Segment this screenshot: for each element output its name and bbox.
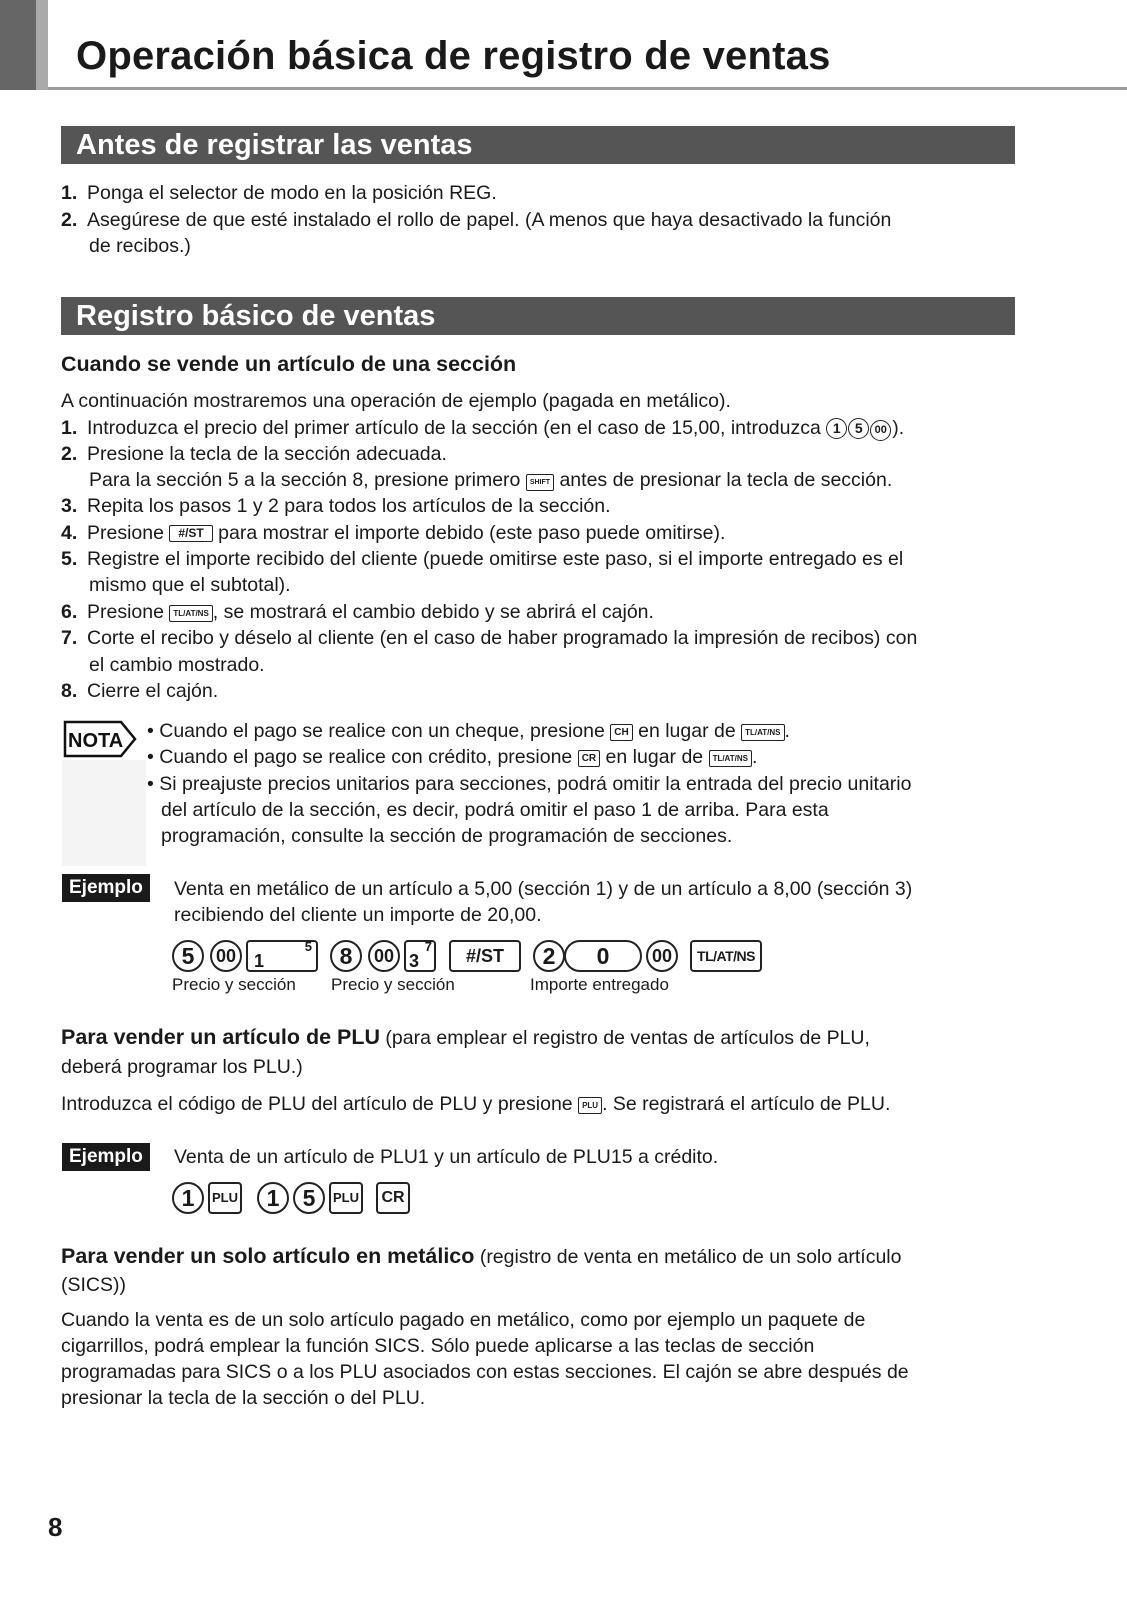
example1-text-cont: recibiendo del cliente un importe de 20,00. [174, 904, 542, 926]
example-badge: Ejemplo [62, 1143, 150, 1171]
key-5-icon: 5 [848, 418, 869, 439]
nota-bullet-3-cont2: programación, consulte la sección de programación de secciones. [161, 825, 733, 847]
nota-icon [63, 720, 137, 758]
header-rule [48, 87, 1127, 90]
total-key-icon: TL/AT/NS [690, 940, 762, 972]
key-00-icon: 00 [646, 940, 678, 972]
step-7-cont: el cambio mostrado. [89, 654, 265, 676]
example-badge: Ejemplo [62, 874, 150, 902]
dept-1-5-key-icon: 1 5 [246, 940, 318, 972]
step-8: 8. Cierre el cajón. [61, 680, 219, 702]
caption-price-section-2: Precio y sección [331, 975, 455, 994]
example1-key-sequence [172, 938, 772, 978]
sics-paragraph-line-2: cigarrillos, podrá emplear la función SICS. Sólo puede aplicarse a las teclas de sección [61, 1335, 815, 1357]
dept-3-7-key-icon: 3 7 [404, 940, 436, 972]
key-00-icon: 00 [870, 420, 891, 441]
step-3: 3. Repita los pasos 1 y 2 para todos los artículos de la sección. [61, 495, 611, 517]
nota-bullet-3: • Si preajuste precios unitarios para secciones, podrá omitir la entrada del precio unitario [147, 773, 912, 795]
step-5: 5. Registre el importe recibido del cliente (puede omitirse este paso, si el importe entregado es el [61, 548, 904, 570]
section-heading-before: Antes de registrar las ventas [61, 126, 1015, 164]
header-block-light [36, 0, 48, 90]
plu-heading-cont: deberá programar los PLU.) [61, 1056, 303, 1078]
key-1-icon: 1 [826, 418, 847, 439]
key-5-icon: 5 [172, 940, 204, 972]
caption-price-section-1: Precio y sección [172, 975, 296, 994]
sics-heading: Para vender un solo artículo en metálico (registro de venta en metálico de un solo artículo [61, 1244, 902, 1268]
nota-bullet-1: • Cuando el pago se realice con un cheque, presione CH en lugar de TL/AT/NS . [147, 720, 790, 742]
check-key-icon: CH [610, 724, 632, 741]
sics-paragraph-line-4: presionar la tecla de la sección o del PLU. [61, 1387, 426, 1409]
key-2-icon: 2 [533, 940, 565, 972]
key-0-icon: 0 [564, 940, 642, 972]
nota-background [62, 760, 146, 866]
plu-key-icon: PLU [578, 1097, 602, 1114]
step-7: 7. Corte el recibo y déselo al cliente (en el caso de haber programado la impresión de recibos) con [61, 627, 918, 649]
intro-text: A continuación mostraremos una operación de ejemplo (pagada en metálico). [61, 390, 731, 412]
shift-key-icon: SHIFT [526, 474, 554, 491]
subtotal-key-icon: #/ST [169, 525, 212, 542]
plu-heading: Para vender un artículo de PLU (para emplear el registro de ventas de artículos de PLU, [61, 1025, 870, 1049]
key-1-icon: 1 [257, 1182, 289, 1214]
subheading-single-section: Cuando se vende un artículo de una sección [61, 352, 517, 376]
caption-amount-tendered: Importe entregado [530, 975, 669, 994]
subtotal-key-icon: #/ST [449, 940, 521, 972]
key-1-icon: 1 [172, 1182, 204, 1214]
step-1: 1. Introduzca el precio del primer artículo de la sección (en el caso de 15,00, introduzca 1 5 00 ). [61, 417, 905, 439]
plu-key-icon: PLU [329, 1182, 363, 1214]
key-8-icon: 8 [330, 940, 362, 972]
example2-key-sequence [172, 1180, 432, 1220]
step-5-cont: mismo que el subtotal). [89, 574, 291, 596]
plu-instructions: Introduzca el código de PLU del artículo de PLU y presione PLU . Se registrará el artículo de PLU. [61, 1093, 891, 1115]
nota-bullet-3-cont: del artículo de la sección, es decir, podrá omitir el paso 1 de arriba. Para esta [161, 799, 829, 821]
page-title: Operación básica de registro de ventas [76, 34, 831, 78]
credit-key-icon: CR [578, 750, 600, 767]
step-before-2-cont: de recibos.) [89, 235, 191, 257]
sics-paragraph-line-1: Cuando la venta es de un solo artículo pagado en metálico, como por ejemplo un paquete de [61, 1309, 866, 1331]
step-2: 2. Presione la tecla de la sección adecuada. [61, 443, 447, 465]
step-2-cont: Para la sección 5 a la sección 8, presione primero SHIFT antes de presionar la tecla de sección. [89, 469, 893, 491]
step-before-1: 1. Ponga el selector de modo en la posición REG. [61, 182, 497, 204]
key-00-icon: 00 [368, 940, 400, 972]
credit-key-icon: CR [376, 1182, 410, 1214]
section-heading-basic: Registro básico de ventas [61, 297, 1015, 335]
example1-text: Venta en metálico de un artículo a 5,00 (sección 1) y de un artículo a 8,00 (sección 3) [174, 878, 913, 900]
example2-text: Venta de un artículo de PLU1 y un artículo de PLU15 a crédito. [174, 1146, 719, 1168]
nota-bullet-2: • Cuando el pago se realice con crédito, presione CR en lugar de TL/AT/NS . [147, 746, 758, 768]
header-block-dark [0, 0, 36, 90]
plu-key-icon: PLU [208, 1182, 242, 1214]
nota-label: NOTA [68, 730, 124, 752]
key-5-icon: 5 [293, 1182, 325, 1214]
step-4: 4. Presione #/ST para mostrar el importe debido (este paso puede omitirse). [61, 522, 726, 544]
total-key-icon: TL/AT/NS [741, 724, 784, 741]
total-key-icon: TL/AT/NS [169, 605, 212, 622]
step-before-2: 2. Asegúrese de que esté instalado el rollo de papel. (A menos que haya desactivado la función [61, 209, 892, 231]
step-6: 6. Presione TL/AT/NS , se mostrará el cambio debido y se abrirá el cajón. [61, 601, 654, 623]
sics-heading-cont: (SICS)) [61, 1274, 126, 1296]
total-key-icon: TL/AT/NS [709, 750, 752, 767]
page-number: 8 [48, 1512, 63, 1542]
sics-paragraph-line-3: programadas para SICS o a los PLU asociados con estas secciones. El cajón se abre después de [61, 1361, 909, 1383]
key-00-icon: 00 [210, 940, 242, 972]
